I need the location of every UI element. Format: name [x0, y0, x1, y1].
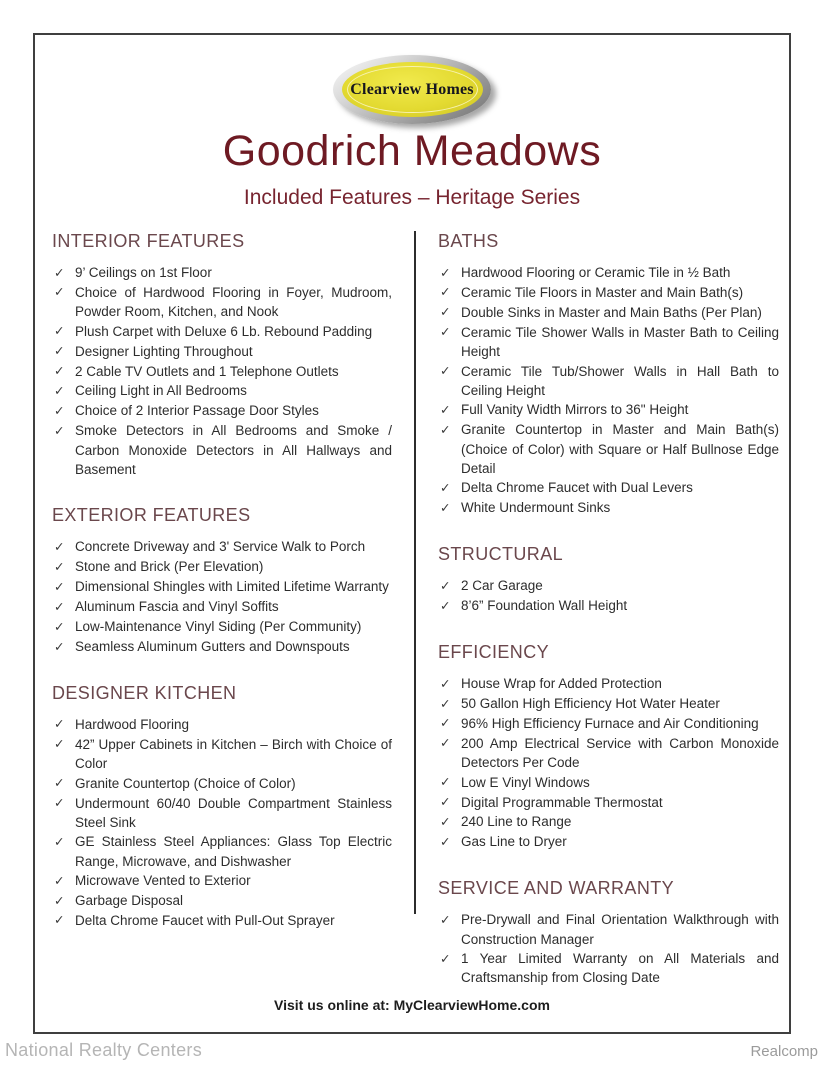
feature-text: 1 Year Limited Warranty on All Materials and Craftsmanship from Closing Date — [461, 951, 779, 986]
feature-item — [440, 362, 779, 401]
feature-text: Delta Chrome Faucet with Pull-Out Sprayer — [75, 912, 335, 928]
feature-item — [440, 263, 779, 283]
check-icon: ✓ — [440, 598, 451, 613]
section-heading: INTERIOR FEATURES — [52, 231, 245, 251]
feature-list — [52, 715, 392, 931]
feature-text: Pre-Drywall and Final Orientation Walkthrough with Construction Manager — [461, 912, 779, 947]
feature-item — [54, 283, 392, 322]
feature-text: Ceramic Tile Shower Walls in Master Bath to Ceiling Height — [461, 324, 779, 360]
feature-text: Choice of 2 Interior Passage Door Styles — [75, 403, 319, 419]
footer-brokerage-name: National Realty Centers — [5, 1040, 202, 1060]
feature-text: Hardwood Flooring — [75, 716, 190, 732]
feature-section — [438, 231, 779, 518]
check-icon: ✓ — [54, 579, 65, 594]
feature-text: Full Vanity Width Mirrors to 36" Height — [461, 402, 689, 418]
feature-item — [54, 597, 392, 617]
feature-item — [54, 794, 392, 833]
website-line: Visit us online at: MyClearviewHome.com — [274, 997, 550, 1013]
feature-text: Ceramic Tile Floors in Master and Main Bath(s) — [461, 284, 744, 300]
feature-item — [440, 576, 779, 596]
feature-text: 96% High Efficiency Furnace and Air Conditioning — [461, 715, 759, 731]
feature-item — [54, 557, 392, 577]
check-icon: ✓ — [54, 776, 65, 791]
check-icon: ✓ — [54, 403, 65, 418]
feature-text: Low E Vinyl Windows — [461, 774, 590, 790]
check-icon: ✓ — [54, 873, 65, 888]
page-footer — [5, 1040, 818, 1061]
feature-item — [54, 421, 392, 479]
check-icon: ✓ — [54, 796, 65, 811]
feature-item — [440, 910, 779, 949]
feature-item — [440, 283, 779, 303]
check-icon: ✓ — [440, 795, 451, 810]
feature-item — [440, 420, 779, 478]
check-icon: ✓ — [440, 814, 451, 829]
feature-text: Ceramic Tile Tub/Shower Walls in Hall Bath to Ceiling Height — [461, 363, 779, 398]
check-icon: ✓ — [440, 325, 451, 340]
feature-text: Digital Programmable Thermostat — [461, 794, 663, 810]
feature-text: Designer Lighting Throughout — [75, 343, 253, 359]
feature-item — [440, 773, 779, 793]
feature-item — [54, 617, 392, 637]
section-heading: EXTERIOR FEATURES — [52, 505, 251, 526]
feature-item — [440, 596, 779, 616]
check-icon: ✓ — [440, 500, 451, 515]
feature-item — [54, 911, 392, 931]
footer-realcomp-credit: Realcomp — [750, 1043, 818, 1060]
logo-text: Clearview Homes — [350, 80, 474, 98]
feature-item — [440, 949, 779, 988]
feature-text: Stone and Brick (Per Elevation) — [75, 559, 264, 575]
feature-section — [52, 683, 392, 931]
feature-item — [440, 812, 779, 832]
check-icon: ✓ — [440, 775, 451, 790]
check-icon: ✓ — [54, 364, 65, 379]
feature-text: 2 Cable TV Outlets and 1 Telephone Outlets — [75, 363, 339, 379]
feature-item — [440, 832, 779, 852]
feature-item — [440, 793, 779, 813]
logo-chrome-ring — [333, 55, 491, 124]
feature-text: Choice of Hardwood Flooring in Foyer, Mudroom, Powder Room, Kitchen, and Nook — [75, 284, 392, 320]
check-icon: ✓ — [440, 716, 451, 731]
check-icon: ✓ — [440, 305, 451, 320]
feature-item — [54, 401, 392, 421]
feature-item — [54, 735, 392, 774]
feature-item — [54, 774, 392, 794]
feature-text: House Wrap for Added Protection — [461, 676, 662, 692]
feature-text: Plush Carpet with Deluxe 6 Lb. Rebound Padding — [75, 323, 373, 339]
check-icon: ✓ — [54, 834, 65, 849]
feature-item — [54, 537, 392, 557]
check-icon: ✓ — [54, 639, 65, 654]
feature-text: Ceiling Light in All Bedrooms — [75, 383, 247, 399]
section-heading: BATHS — [438, 231, 499, 251]
feature-item — [54, 342, 392, 362]
feature-item — [54, 381, 392, 401]
feature-text: 50 Gallon High Efficiency Hot Water Heater — [461, 696, 720, 711]
feature-text: Hardwood Flooring or Ceramic Tile in ½ Bath — [461, 265, 731, 280]
feature-list — [438, 576, 779, 616]
feature-text: 200 Amp Electrical Service with Carbon Monoxide Detectors Per Code — [461, 735, 779, 771]
check-icon: ✓ — [440, 402, 451, 417]
feature-text: Low-Maintenance Vinyl Siding (Per Community) — [75, 619, 362, 635]
feature-item — [54, 891, 392, 911]
feature-section — [438, 642, 779, 852]
check-icon: ✓ — [54, 344, 65, 359]
feature-item — [440, 674, 779, 694]
check-icon: ✓ — [54, 913, 65, 928]
feature-list — [438, 910, 779, 988]
feature-item — [54, 322, 392, 342]
feature-item — [54, 871, 392, 891]
check-icon: ✓ — [54, 383, 65, 398]
feature-item — [440, 694, 779, 714]
feature-text: 240 Line to Range — [461, 814, 572, 830]
feature-list — [52, 537, 392, 656]
feature-list — [52, 263, 392, 479]
check-icon: ✓ — [54, 285, 65, 300]
clearview-homes-logo — [333, 55, 491, 124]
feature-item — [440, 303, 779, 323]
feature-section — [52, 505, 392, 656]
feature-item — [440, 714, 779, 734]
feature-text: White Undermount Sinks — [461, 500, 611, 516]
feature-item — [54, 362, 392, 382]
check-icon: ✓ — [54, 539, 65, 554]
check-icon: ✓ — [54, 265, 65, 280]
check-icon: ✓ — [440, 364, 451, 379]
check-icon: ✓ — [54, 619, 65, 634]
column-divider-line — [414, 231, 416, 914]
page-subtitle: Included Features – Heritage Series — [243, 186, 581, 209]
feature-item — [54, 263, 392, 283]
check-icon: ✓ — [54, 737, 65, 752]
feature-item — [440, 734, 779, 773]
section-heading: STRUCTURAL — [438, 544, 564, 565]
feature-text: Aluminum Fascia and Vinyl Soffits — [75, 599, 279, 615]
feature-text: 9’ Ceilings on 1st Floor — [75, 265, 212, 280]
feature-list — [438, 263, 779, 518]
check-icon: ✓ — [54, 599, 65, 614]
check-icon: ✓ — [440, 480, 451, 495]
feature-section — [438, 878, 779, 988]
section-heading: DESIGNER KITCHEN — [52, 682, 237, 703]
feature-section — [438, 544, 779, 616]
feature-text: Double Sinks in Master and Main Baths (Per Plan) — [461, 304, 762, 320]
feature-text: Concrete Driveway and 3' Service Walk to Porch — [75, 539, 366, 555]
check-icon: ✓ — [54, 717, 65, 732]
feature-text: Granite Countertop in Master and Main Bath(s) (Choice of Color) with Square or Half Bullnose Edge Detail — [461, 422, 779, 477]
feature-columns — [52, 231, 779, 988]
feature-item — [440, 478, 779, 498]
check-icon: ✓ — [54, 893, 65, 908]
check-icon: ✓ — [440, 676, 451, 691]
feature-item — [54, 637, 392, 657]
section-heading: EFFICIENCY — [438, 642, 550, 663]
check-icon: ✓ — [440, 578, 451, 593]
check-icon: ✓ — [440, 265, 451, 280]
check-icon: ✓ — [440, 696, 451, 711]
check-icon: ✓ — [440, 285, 451, 300]
feature-item — [54, 715, 392, 735]
feature-text: Undermount 60/40 Double Compartment Stainless Steel Sink — [75, 795, 392, 830]
check-icon: ✓ — [440, 736, 451, 751]
feature-list — [438, 674, 779, 852]
feature-text: Microwave Vented to Exterior — [75, 873, 251, 889]
feature-item — [440, 400, 779, 420]
left-column — [52, 231, 392, 931]
feature-item — [54, 577, 392, 597]
feature-text: 2 Car Garage — [461, 578, 543, 594]
check-icon: ✓ — [54, 423, 65, 438]
logo-yellow-face — [342, 62, 483, 117]
check-icon: ✓ — [440, 834, 451, 849]
feature-text: Dimensional Shingles with Limited Lifetime Warranty — [75, 579, 389, 595]
feature-text: Gas Line to Dryer — [461, 834, 567, 850]
feature-text: Delta Chrome Faucet with Dual Levers — [461, 480, 693, 496]
feature-text: Granite Countertop (Choice of Color) — [75, 775, 296, 791]
check-icon: ✓ — [54, 324, 65, 339]
feature-item — [440, 498, 779, 518]
feature-text: 8’6” Foundation Wall Height — [461, 598, 628, 614]
feature-text: Garbage Disposal — [75, 893, 184, 909]
feature-text: GE Stainless Steel Appliances: Glass Top Electric Range, Microwave, and Dishwasher — [75, 834, 392, 869]
feature-text: 42” Upper Cabinets in Kitchen – Birch with Choice of Color — [75, 736, 392, 772]
check-icon: ✓ — [440, 912, 451, 927]
check-icon: ✓ — [440, 422, 451, 437]
feature-item — [54, 832, 392, 871]
check-icon: ✓ — [54, 559, 65, 574]
feature-section — [52, 231, 392, 479]
flyer-sheet — [33, 33, 791, 1034]
right-column — [438, 231, 779, 988]
check-icon: ✓ — [440, 951, 451, 966]
section-heading: SERVICE AND WARRANTY — [438, 878, 675, 899]
feature-text: Smoke Detectors in All Bedrooms and Smoke / Carbon Monoxide Detectors in All Hallways and Basement — [75, 423, 392, 478]
feature-text: Seamless Aluminum Gutters and Downspouts — [75, 639, 350, 654]
feature-item — [440, 323, 779, 362]
page-title: Goodrich Meadows — [222, 127, 602, 175]
